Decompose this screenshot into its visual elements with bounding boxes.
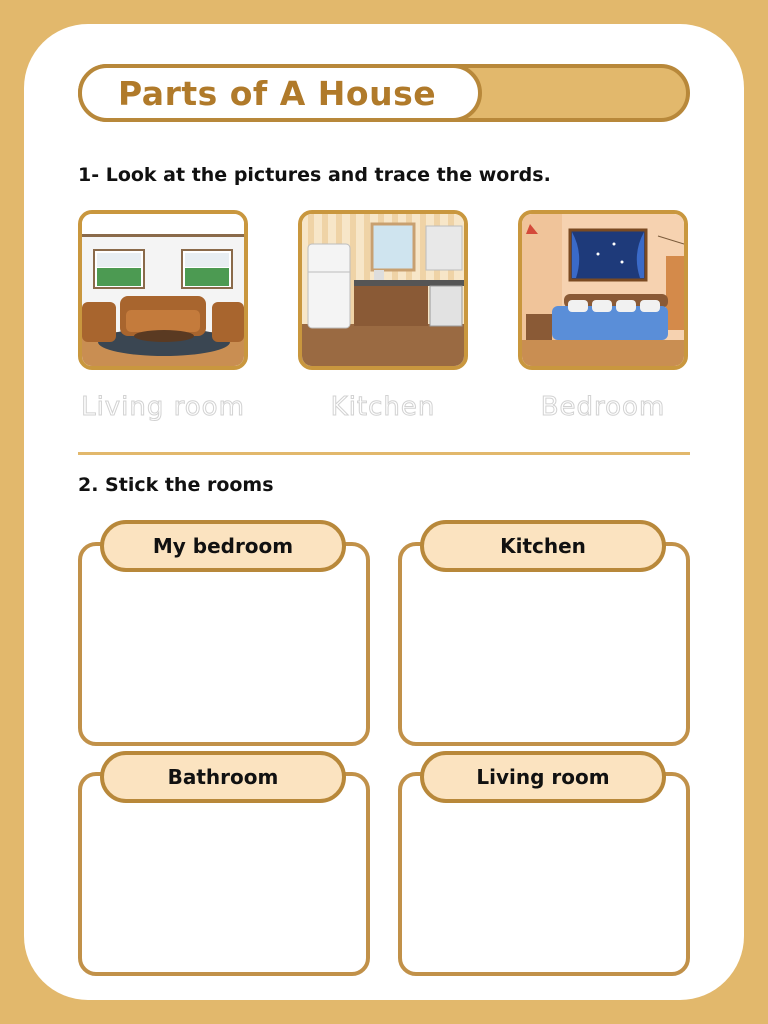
living-room-illustration <box>82 214 244 366</box>
living-room-picture <box>78 210 248 370</box>
trace-word-kitchen: Kitchen <box>330 392 436 422</box>
instruction-1: 1- Look at the pictures and trace the words. <box>78 164 551 186</box>
kitchen-picture <box>298 210 468 370</box>
instruction-2: 2. Stick the rooms <box>78 474 274 496</box>
bedroom-picture <box>518 210 688 370</box>
bedroom-illustration <box>522 214 684 366</box>
title-pill <box>78 64 482 122</box>
label-my-bedroom: My bedroom <box>100 520 346 572</box>
stick-box-my-bedroom <box>78 542 370 746</box>
label-kitchen: Kitchen <box>420 520 666 572</box>
label-bathroom: Bathroom <box>100 751 346 803</box>
page-title: Parts of A House <box>118 73 437 113</box>
label-living-room: Living room <box>420 751 666 803</box>
section-divider <box>78 452 690 455</box>
trace-word-bedroom: Bedroom <box>540 392 666 422</box>
stick-box-kitchen <box>398 542 690 746</box>
kitchen-illustration <box>302 214 464 366</box>
trace-word-living-room: Living room <box>81 392 245 422</box>
